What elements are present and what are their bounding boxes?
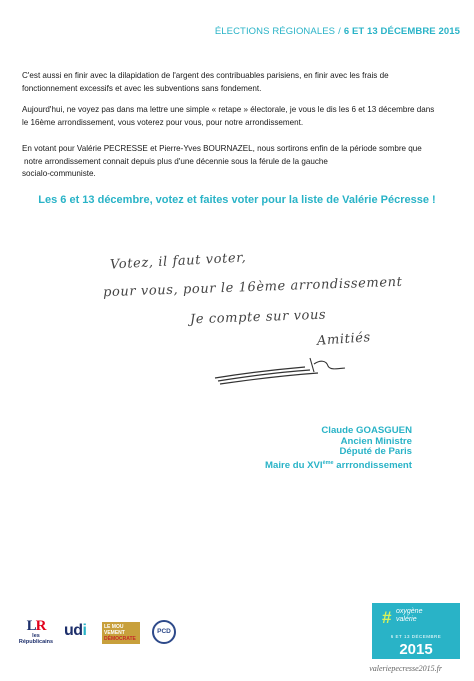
hashtag-text [396, 608, 422, 624]
header-separator: / [338, 26, 341, 37]
handwritten-line-3: Je compte sur vous [189, 307, 327, 328]
paragraph-3-line-1: En votant pour Valérie PECRESSE et Pierre-Yves BOURNAZEL, nous sortirons enfin de la période sombre que [22, 144, 422, 153]
paragraph-3-line-3: socialo-communiste. [22, 169, 96, 178]
udi-i: i [82, 622, 87, 639]
udi-u: ud [64, 622, 83, 639]
paragraph-3-line-2: notre arrondissement connait depuis plus d'une décennie sous la férule de la gauche [24, 156, 328, 166]
paragraph-1: C'est aussi en finir avec la dilapidation de l'argent des contribuables parisiens, en finir avec les frais de fonctionnement excessifs et avec les subventions sans fondement. [22, 71, 389, 93]
hashtag-line-2: valérie [396, 616, 417, 623]
campaign-url[interactable]: valeriepecresse2015.fr [369, 664, 442, 673]
udi-logo [64, 622, 87, 640]
hashtag-icon: # [382, 608, 392, 627]
signatory-title-3 [265, 458, 412, 472]
handwritten-line-4: Amitiés [316, 330, 372, 349]
campaign-badge [372, 603, 460, 659]
signatory-title-3-end: arrrondissement [333, 459, 412, 471]
modem-line-2: VEMENT [104, 630, 125, 636]
page-header [215, 26, 460, 37]
lr-text [18, 633, 54, 645]
lr-name: Républicains [18, 639, 54, 645]
handwritten-line-2: pour vous, pour le 16ème arrondissement [102, 274, 403, 301]
hashtag-line-1: oxygène [396, 608, 423, 615]
modem-logo [102, 622, 140, 644]
paragraph-2: Aujourd'hui, ne voyez pas dans ma lettre une simple « retape » électorale, je vous le dis les 6 et 13 décembre dans le 16ème arrondissement, vous voterez pour vous, pour notre arrondissement. [22, 105, 435, 127]
pcd-logo: PCD [152, 620, 176, 644]
modem-line-1: LE MOU [104, 624, 124, 630]
signatory-name: Claude GOASGUEN [321, 425, 412, 436]
lr-mark-l: L [26, 618, 36, 634]
handwritten-note [0, 230, 474, 400]
signatory-title-2: Député de Paris [339, 446, 412, 457]
lr-small: les [32, 633, 40, 639]
lr-mark-r: R [35, 618, 46, 634]
handwritten-signature-icon [210, 350, 350, 390]
call-to-vote: Les 6 et 13 décembre, votez et faites voter pour la liste de Valérie Pécresse ! [38, 194, 436, 206]
header-election: ÉLECTIONS RÉGIONALES [214, 26, 336, 37]
header-dates: 6 ET 13 DÉCEMBRE 2015 [343, 26, 460, 37]
party-logos [18, 614, 198, 654]
handwritten-line-1: Votez, il faut voter, [109, 250, 247, 273]
badge-dates: 6 ET 13 DÉCEMBRE [390, 634, 442, 639]
signatory-title-3-sup: ème [322, 459, 334, 466]
signatory-title-1: Ancien Ministre [340, 435, 412, 447]
badge-year: 2015 [399, 641, 433, 658]
modem-line-3: DÉMOCRATE [104, 636, 136, 642]
signatory-title-3-main: Maire du XVI [265, 459, 323, 471]
signature-block [265, 426, 412, 471]
les-republicains-logo [18, 618, 54, 645]
paragraph-3 [22, 143, 440, 181]
